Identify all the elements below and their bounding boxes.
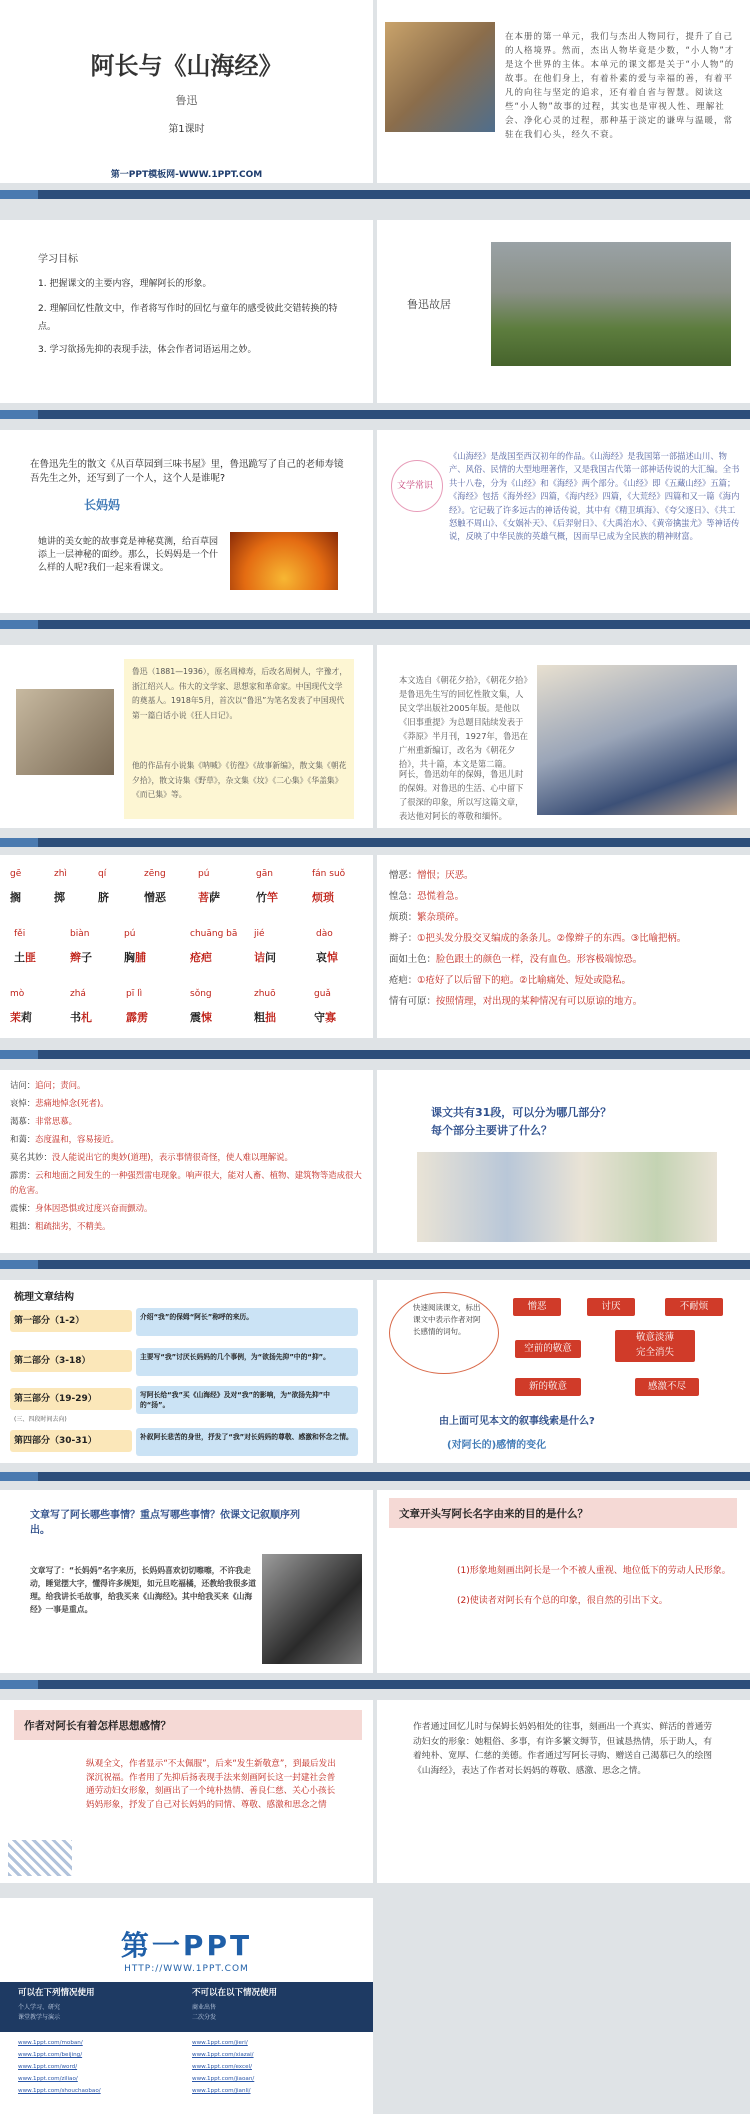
part-description: 写阿长给“我”买《山海经》及对“我”的影响，为“欲扬先抑”中的“扬”。 — [136, 1386, 358, 1414]
word-char: 悼 — [327, 951, 338, 964]
goals-heading: 学习目标 — [38, 254, 78, 265]
lesson: 第1课时 — [168, 124, 205, 135]
word-char: 辫 — [70, 951, 81, 964]
changmama-intro: 在鲁迅先生的散文《从百草园到三味书屋》里，鲁迅跪写了自己的老师寿镜吾先生之外，还写到了一个人，这个人是谁呢? — [30, 459, 344, 484]
pinyin: zhuō — [254, 989, 276, 999]
word-char: 雳 — [137, 1011, 148, 1024]
allowed-title: 可以在下列情况使用 — [18, 1988, 95, 1998]
emotion-word: 空前的敬意 — [515, 1340, 581, 1358]
changmama-body: 她讲的美女蛇的故事竟是神秘莫测，给百草园添上一层神秘的面纱。那么，长妈妈是一个什么样的人呢?我们一起来看课文。 — [38, 537, 219, 573]
word — [54, 889, 65, 905]
vocab-term: 诘问： — [10, 1080, 36, 1090]
word-char: 土 — [14, 951, 25, 964]
shanhaijing-text: 《山海经》是战国至西汉初年的作品。《山海经》是我国第一部描述山川、物产、风俗、民情的大型地理著作，又是我国古代第一部神话传说的大汇编。全书共十八卷，分为《山经》和《海经》两个部分。《山经》即《五藏山经》五篇；《海经》包括《海外经》四篇，《海内经》四篇，《大荒经》四篇和又一篇《海内经》。它记载了许多远古的神话传说，其中有《精卫填海》、《夸父逐日》、《共工怒触不周山》、《女娲补天》、《后羿射日》、《大禹治水》、《黄帝擒蚩尤》等神话传说，反映了中华民族的英雄气概，因而早已成为全民族的精神财富。 — [449, 451, 740, 542]
vocab-item — [10, 1132, 366, 1147]
word — [256, 889, 278, 905]
vocab-item — [389, 888, 741, 906]
word-char: 茉 — [10, 1011, 21, 1024]
word-char: 菩 — [198, 891, 209, 904]
vocab-definition: ①把头发分股交叉编成的条条儿。②像辫子的东西。③比喻把柄。 — [417, 933, 687, 944]
word-char: 疤 — [201, 951, 212, 964]
name-origin-answer-1: (1)形象地刻画出阿长是一个不被人重视、地位低下的劳动人民形象。 — [457, 1566, 731, 1576]
ink-painting — [262, 1554, 362, 1664]
pinyin: mò — [10, 989, 25, 999]
pinyin: gē — [10, 869, 22, 879]
divider — [0, 1260, 750, 1269]
vocab-term: 粗拙： — [10, 1221, 36, 1231]
word — [10, 889, 21, 905]
vocab-definition: 态度温和，容易接近。 — [35, 1134, 119, 1144]
vocab-term: 情有可原： — [389, 996, 436, 1007]
vocab-definition: 追问；责问。 — [35, 1080, 86, 1090]
bio-text-2: 他的作品有小说集《呐喊》《彷徨》《故事新编》，散文集《朝花夕拾》，散文诗集《野草》，杂文集《坟》《二心集》《华盖集》《而已集》等。 — [132, 761, 347, 799]
parts-question-1: 课文共有31段，可以分为哪几部分？ — [431, 1106, 612, 1119]
divider — [0, 838, 750, 847]
changmama-illustration — [537, 665, 737, 815]
word-char: 诘 — [254, 951, 265, 964]
vocab-definition: 按照情理，对出现的某种情况有可以原谅的地方。 — [435, 996, 643, 1007]
slide-feelings — [0, 1700, 373, 1883]
word-char: 脯 — [135, 951, 146, 964]
sunset-photo — [230, 532, 338, 590]
word-char: 哀 — [316, 951, 327, 964]
slide-name-origin — [377, 1490, 750, 1673]
slide-title — [0, 0, 373, 183]
word — [254, 949, 276, 965]
feelings-question: 作者对阿长有着怎样思想感情？ — [24, 1720, 171, 1732]
word-char: 憎 — [144, 891, 155, 904]
vocab-item — [389, 972, 741, 990]
vocab-term: 渴慕： — [10, 1116, 36, 1126]
pinyin: sǒng — [190, 989, 212, 999]
part-note: (三、四段时间去向) — [14, 1416, 67, 1423]
word — [316, 949, 338, 965]
pinyin: zhá — [70, 989, 86, 999]
word — [314, 1009, 336, 1025]
pinyin: pú — [198, 869, 210, 879]
slide-summary — [377, 1700, 750, 1883]
pinyin: zēng — [144, 869, 166, 879]
word-char: 脐 — [98, 891, 109, 904]
divider — [0, 620, 750, 629]
word-char: 守 — [314, 1011, 325, 1024]
structure-heading: 梳理文章结构 — [14, 1292, 74, 1303]
clue-answer: (对阿长的)感情的变化 — [447, 1440, 547, 1451]
word — [10, 1009, 32, 1025]
footer-link: www.1ppt.com/xiazai/ — [192, 2052, 254, 2058]
pinyin: fěi — [14, 929, 26, 939]
vocab-term: 惶急： — [389, 891, 418, 902]
vocab-term: 烦琐： — [389, 912, 418, 923]
word — [14, 949, 36, 965]
parts-question-2: 每个部分主要讲了什么？ — [431, 1124, 552, 1137]
vocab-definition: 非常思慕。 — [35, 1116, 77, 1126]
pinyin: jié — [254, 929, 265, 939]
word-char: 书 — [70, 1011, 81, 1024]
divider — [0, 410, 750, 419]
word — [70, 949, 92, 965]
divider — [0, 190, 750, 199]
word-char: 子 — [81, 951, 92, 964]
vocab-definition: 云和地面之间发生的一种强烈雷电现象。响声很大，能对人畜、植物、建筑物等造成很大的危害。 — [10, 1170, 362, 1195]
vocab-definition: 粗疏拙劣，不精美。 — [35, 1221, 111, 1231]
vocab-list-1 — [389, 867, 741, 1014]
vocab-definition: 悲痛地悼念(死者)。 — [35, 1098, 109, 1108]
word — [190, 1009, 212, 1025]
vocab-definition: 繁杂琐碎。 — [417, 912, 465, 923]
events-answer: 文章写了：“长妈妈”名字来历，长妈妈喜欢切切嚓嚓，不许我走动，睡觉摆大字，懂得许多规矩，如元旦吃福橘，还教给我很多道理。给我讲长毛故事，给我买来《山海经》。其中给我买来《山海经》一事是重点。 — [30, 1566, 257, 1614]
part-label: 第三部分（19-29） — [10, 1388, 132, 1410]
cartoon-illustration — [417, 1152, 717, 1242]
pinyin: biàn — [70, 929, 90, 939]
word-char: 粗 — [254, 1011, 265, 1024]
word — [126, 1009, 148, 1025]
slide-source — [377, 645, 750, 828]
usage-band — [0, 1982, 373, 2032]
word-char: 竿 — [267, 891, 278, 904]
pinyin: zhì — [54, 869, 67, 879]
footer-link: www.1ppt.com/beijing/ — [18, 2052, 83, 2058]
vocab-item — [389, 951, 741, 969]
luxun-photo — [16, 689, 114, 775]
word — [198, 889, 220, 905]
vocab-item — [389, 930, 741, 948]
vocab-item — [10, 1150, 366, 1165]
vocab-item — [10, 1114, 366, 1129]
slide-structure — [0, 1280, 373, 1463]
word-char: 恶 — [155, 891, 166, 904]
residence-photo — [491, 242, 731, 366]
word-char: 萨 — [209, 891, 220, 904]
decor-pattern — [8, 1840, 72, 1876]
vocab-definition: ①疮好了以后留下的疤。②比喻痛处、短处或隐私。 — [417, 975, 631, 986]
footer-panel — [0, 1898, 373, 2114]
intro-text: 在本册的第一单元，我们与杰出人物同行，提升了自己的人格境界。然而，杰出人物毕竟是少数，“小人物”才是这个世界的主体。本单元的课文都是关于“小人物”的故事。在他们身上，有着朴素的爱与幸福的善，有着平凡的向往与坚定的追求，还有着自省与智慧。阅读这些“小人物”故事的过程，其实也是审视人性、理解社会、净化心灵的过程，那种基于淡定的谦卑与温暖，常驻在我们心头，经久不衰。 — [505, 32, 735, 140]
footer-link: www.1ppt.com/moban/ — [18, 2040, 83, 2046]
word-char: 疮 — [190, 951, 201, 964]
slide-parts-question — [377, 1070, 750, 1253]
slide-events — [0, 1490, 373, 1673]
allowed-item-2: 课堂教学与演示 — [18, 2014, 61, 2021]
emotion-word: 感激不尽 — [635, 1378, 699, 1396]
literature-label: 文学常识 — [397, 481, 434, 491]
word — [190, 949, 212, 965]
word-char: 札 — [81, 1011, 92, 1024]
footer-link: www.1ppt.com/word/ — [18, 2064, 78, 2070]
name-origin-question: 文章开头写阿长名字由来的目的是什么？ — [399, 1508, 588, 1520]
slide-pinyin — [0, 855, 373, 1038]
source-text-2: 阿长，鲁迅幼年的保姆，鲁迅儿时的保姆。对鲁迅的生活、心中留下了很深的印象，所以写这篇文章，表达他对阿长的尊敬和缅怀。 — [399, 769, 524, 821]
feelings-answer: 纵观全文，作者显示“不太佩服”，后来“发生新敬意”，到最后发出深沉祝福。作者用了先抑后扬表现手法来刻画阿长这一封建社会普通劳动妇女形象，刻画出了一个纯朴热情、善良仁慈、关心小孩长妈妈形象，抒发了自己对长妈妈的同情、尊敬、感激和思念之情 — [86, 1759, 336, 1810]
pinyin: gān — [256, 869, 273, 879]
slide-shanhaijing — [377, 430, 750, 613]
vocab-term: 疮疤： — [389, 975, 418, 986]
divider — [0, 1472, 750, 1481]
vocab-term: 哀悼： — [10, 1098, 36, 1108]
footer-link: www.1ppt.com/jiaoan/ — [192, 2076, 255, 2082]
name-origin-answer-2: (2)使读者对阿长有个总的印象，很自然的引出下文。 — [457, 1596, 668, 1606]
vocab-item — [10, 1168, 366, 1198]
residence-caption: 鲁迅故居 — [407, 298, 451, 311]
vocab-definition: 恐慌着急。 — [417, 891, 465, 902]
pinyin: pú — [124, 929, 136, 939]
site-text: 第一PPT模板网-WWW.1PPT.COM — [110, 170, 263, 180]
slide-vocab-2 — [0, 1070, 373, 1253]
part-label: 第四部分（30-31） — [10, 1430, 132, 1452]
part-label: 第一部分（1-2） — [10, 1310, 132, 1332]
footer-link: www.1ppt.com/excel/ — [192, 2064, 252, 2070]
pinyin: guǎ — [314, 989, 331, 999]
word-char: 烦 — [312, 891, 323, 904]
word-char: 胸 — [124, 951, 135, 964]
footer-logo: 第一PPT — [120, 1929, 253, 1962]
vocab-term: 震悚： — [10, 1203, 36, 1213]
vocab-list-2 — [10, 1078, 366, 1237]
word-char: 震 — [190, 1011, 201, 1024]
footer-link: www.1ppt.com/jieri/ — [192, 2040, 248, 2046]
vocab-definition: 没人能说出它的奥妙(道理)，表示事情很奇怪，使人难以理解说。 — [51, 1152, 293, 1162]
part-description: 主要写“我”讨厌长妈妈的几个事例，为“欲扬先抑”中的“抑”。 — [136, 1348, 358, 1376]
vocab-item — [10, 1219, 366, 1234]
goal-3: 3. 学习欲扬先抑的表现手法，体会作者词语运用之妙。 — [38, 345, 257, 355]
changmama-name: 长妈妈 — [84, 498, 121, 512]
slide-residence — [377, 220, 750, 403]
slide-goals — [0, 220, 373, 403]
vocab-term: 莫名其妙： — [10, 1152, 52, 1162]
vocab-term: 辫子： — [389, 933, 418, 944]
word — [312, 889, 334, 905]
vocab-term: 憎恶： — [389, 870, 418, 881]
vocab-item — [10, 1096, 366, 1111]
part-description: 介绍“我”的保姆“阿长”称呼的来历。 — [136, 1308, 358, 1336]
word-char: 拙 — [265, 1011, 276, 1024]
forbidden-item-2: 二次分发 — [192, 2014, 217, 2021]
allowed-item-1: 个人学习、研究 — [18, 2004, 61, 2011]
bio-box — [124, 659, 354, 819]
source-text-1: 本文选自《朝花夕拾》，《朝花夕拾》是鲁迅先生写的回忆性散文集，人民文学出版社2005年版。是他以《旧事重提》为总题目陆续发表于《莽原》半月刊，1927年，鲁迅在广州重新编订，改名为《朝花夕拾》，共十篇，本文是第二篇。 — [399, 675, 528, 769]
pinyin: fán suǒ — [312, 869, 346, 879]
word — [98, 889, 109, 905]
emotion-word: 憎恶 — [513, 1298, 561, 1316]
word — [144, 889, 166, 905]
vocab-definition: 身体因恐惧或过度兴奋而颤动。 — [35, 1203, 153, 1213]
emotion-prompt: 快速阅读课文，标出课文中表示作者对阿长感情的词句。 — [413, 1303, 481, 1336]
part-label: 第二部分（3-18） — [10, 1350, 132, 1372]
slide-vocab-1 — [377, 855, 750, 1038]
word-char: 琐 — [323, 891, 334, 904]
vocab-definition: 憎恨；厌恶。 — [417, 870, 474, 881]
pinyin: pī lì — [126, 989, 143, 999]
events-question: 文章写了阿长哪些事情？重点写哪些事情？依课文记叙顺序列出。 — [30, 1510, 300, 1536]
author: 鲁迅 — [175, 94, 198, 107]
emotion-word: 新的敬意 — [515, 1378, 581, 1396]
pinyin: qí — [98, 869, 107, 879]
vocab-term: 和蔼： — [10, 1134, 36, 1144]
footer-link: www.1ppt.com/shouchaobao/ — [18, 2088, 101, 2094]
part-description: 补叙阿长悲苦的身世，抒发了“我”对长妈妈的尊敬、感激和怀念之情。 — [136, 1428, 358, 1456]
vocab-item — [10, 1201, 366, 1216]
footer-link: www.1ppt.com/ziliao/ — [18, 2076, 78, 2082]
vocab-term: 霹雳： — [10, 1170, 36, 1180]
bio-text-1: 鲁迅（1881—1936），原名周樟寿，后改名周树人，字豫才，浙江绍兴人。伟大的文学家、思想家和革命家。中国现代文学的奠基人。1918年5月，首次以“鲁迅”为笔名发表了中国现代第一篇白话小说《狂人日记》。 — [132, 667, 348, 720]
footer-link: www.1ppt.com/jianli/ — [192, 2088, 251, 2094]
slide-title-text: 阿长与《山海经》 — [90, 52, 283, 80]
word — [124, 949, 146, 965]
goal-1: 1. 把握课文的主要内容，理解阿长的形象。 — [38, 279, 212, 289]
divider — [0, 1050, 750, 1059]
footer-url: HTTP://WWW.1PPT.COM — [124, 1964, 249, 1974]
word-char: 悚 — [201, 1011, 212, 1024]
word-char: 霹 — [126, 1011, 137, 1024]
word — [70, 1009, 92, 1025]
emotion-word: 讨厌 — [587, 1298, 635, 1316]
word-char: 寡 — [325, 1011, 336, 1024]
emotion-word: 不耐烦 — [665, 1298, 723, 1316]
forbidden-item-1: 商业出售 — [192, 2004, 217, 2011]
word-char: 掷 — [54, 891, 65, 904]
summary-text: 作者通过回忆儿时与保姆长妈妈相处的往事，刻画出一个真实、鲜活的普通劳动妇女的形象：她粗俗、多事，有许多繁文缛节，但诚恳热情，乐于助人，有着纯朴、宽厚、仁慈的美德。作者通过写阿长寻购、赠送自己渴慕已久的绘图《山海经》，表达了作者对长妈妈的尊敬、感激、思念之情。 — [413, 1722, 713, 1776]
vocab-definition: 脸色跟土的颜色一样，没有血色。形容极端惊恐。 — [435, 954, 643, 965]
vocab-item — [389, 867, 741, 885]
word-char: 莉 — [21, 1011, 32, 1024]
vocab-item — [10, 1078, 366, 1093]
pinyin: dào — [316, 929, 333, 939]
word-char: 竹 — [256, 891, 267, 904]
word-char: 搁 — [10, 891, 21, 904]
pinyin: chuāng bā — [190, 929, 238, 939]
vocab-item — [389, 909, 741, 927]
word-char: 问 — [265, 951, 276, 964]
slide-changmama — [0, 430, 373, 613]
goal-2: 2. 理解回忆性散文中，作者将写作时的回忆与童年的感受彼此交错转换的特点。 — [38, 304, 338, 332]
slide-intro — [377, 0, 750, 183]
emotion-word: 敬意淡薄 完全消失 — [615, 1330, 695, 1362]
vocab-term: 面如土色： — [389, 954, 436, 965]
word-char: 匪 — [25, 951, 36, 964]
slide-emotion — [377, 1280, 750, 1463]
workers-photo — [385, 22, 495, 132]
vocab-item — [389, 993, 741, 1011]
word — [254, 1009, 276, 1025]
clue-question: 由上面可见本文的叙事线索是什么? — [439, 1416, 595, 1427]
divider — [0, 1680, 750, 1689]
slide-luxun — [0, 645, 373, 828]
forbidden-title: 不可以在以下情况使用 — [192, 1988, 278, 1998]
